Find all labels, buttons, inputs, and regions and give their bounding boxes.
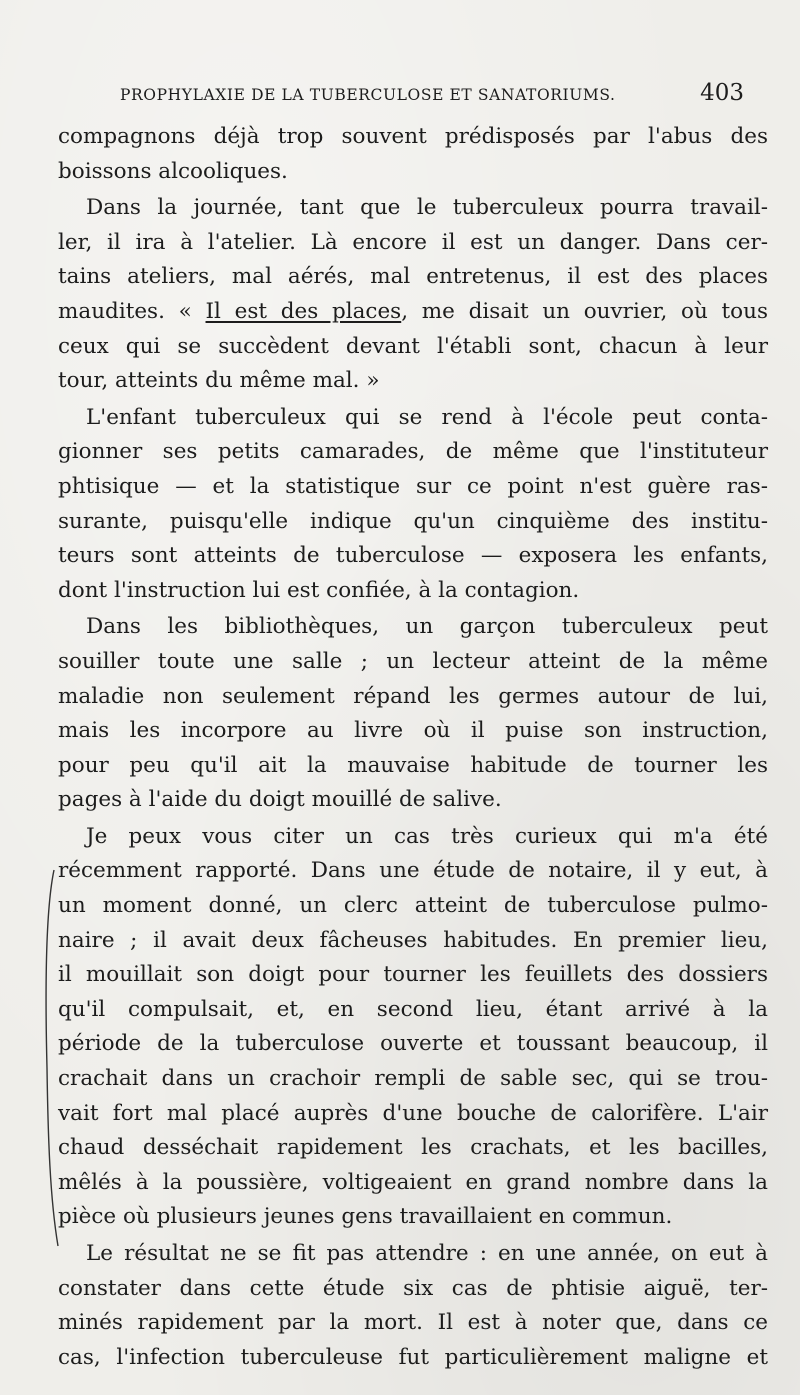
text-line: teurs sont atteints de tuberculose — exposera les enfants, (58, 543, 768, 569)
text-line: récemment rapporté. Dans une étude de notaire, il y eut, à (58, 858, 768, 884)
text-line: maudites. « Il est des places, me disait un ouvrier, où tous (58, 298, 768, 324)
text-line: qu'il compulsait, et, en second lieu, étant arrivé à la (58, 996, 768, 1022)
text-line: dont l'instruction lui est confiée, à la contagion. (58, 577, 580, 603)
text-line: souiller toute une salle ; un lecteur atteint de la même (58, 648, 768, 674)
text-line: boissons alcooliques. (58, 158, 288, 184)
text-line: période de la tuberculose ouverte et toussant beaucoup, il (58, 1031, 768, 1057)
text-line: Dans la journée, tant que le tuberculeux pourra travail- (86, 195, 768, 221)
text-line: mais les incorpore au livre où il puise son instruction, (58, 718, 768, 744)
text-line: pages à l'aide du doigt mouillé de salive. (58, 787, 502, 813)
text-line: L'enfant tuberculeux qui se rend à l'école peut conta- (86, 404, 768, 430)
text-line: tour, atteints du même mal. » (58, 368, 380, 394)
body-text (58, 120, 768, 1375)
text-line: ceux qui se succèdent devant l'établi sont, chacun à leur (58, 333, 768, 359)
page-number: 403 (700, 80, 744, 106)
text-line: Le résultat ne se fit pas attendre : en une année, on eut à (86, 1241, 768, 1266)
text-line: chaud desséchait rapidement les crachats, et les bacilles, (58, 1135, 768, 1161)
text-line: gionner ses petits camarades, de même que l'instituteur (58, 439, 768, 465)
text-line: vait fort mal placé auprès d'une bouche de calorifère. L'air (58, 1100, 768, 1126)
text-line: compagnons déjà trop souvent prédisposés par l'abus des (58, 124, 768, 149)
text-line: pièce où plusieurs jeunes gens travaillaient en commun. (58, 1204, 673, 1230)
text-line: Dans les bibliothèques, un garçon tuberculeux peut (86, 614, 768, 640)
text-line: phtisique — et la statistique sur ce point n'est guère ras- (58, 473, 768, 499)
text-line: maladie non seulement répand les germes autour de lui, (58, 683, 768, 709)
text-line: ler, il ira à l'atelier. Là encore il est un danger. Dans cer- (58, 229, 768, 255)
page-header (120, 80, 744, 110)
text-line: crachait dans un crachoir rempli de sable sec, qui se trou- (58, 1066, 768, 1092)
text-line: Je peux vous citer un cas très curieux qui m'a été (86, 823, 768, 849)
text-line: constater dans cette étude six cas de phtisie aiguë, ter- (58, 1275, 768, 1301)
text-line: un moment donné, un clerc atteint de tuberculose pulmo- (58, 893, 768, 919)
text-line: il mouillait son doigt pour tourner les feuillets des dossiers (58, 962, 768, 988)
text-line: tains ateliers, mal aérés, mal entretenus, il est des places (58, 264, 768, 290)
text-line: surante, puisqu'elle indique qu'un cinquième des institu- (58, 508, 768, 534)
text-line: pour peu qu'il ait la mauvaise habitude de tourner les (58, 752, 768, 778)
underlined-phrase: Il est des places (205, 298, 402, 324)
text-line: mêlés à la poussière, voltigeaient en grand nombre dans la (58, 1169, 768, 1195)
text-line: minés rapidement par la mort. Il est à noter que, dans ce (58, 1310, 768, 1336)
text-line: cas, l'infection tuberculeuse fut particulièrement maligne et (58, 1344, 768, 1370)
running-title: PROPHYLAXIE DE LA TUBERCULOSE ET SANATORIUMS. (120, 86, 616, 104)
text-line: naire ; il avait deux fâcheuses habitudes. En premier lieu, (58, 927, 768, 953)
